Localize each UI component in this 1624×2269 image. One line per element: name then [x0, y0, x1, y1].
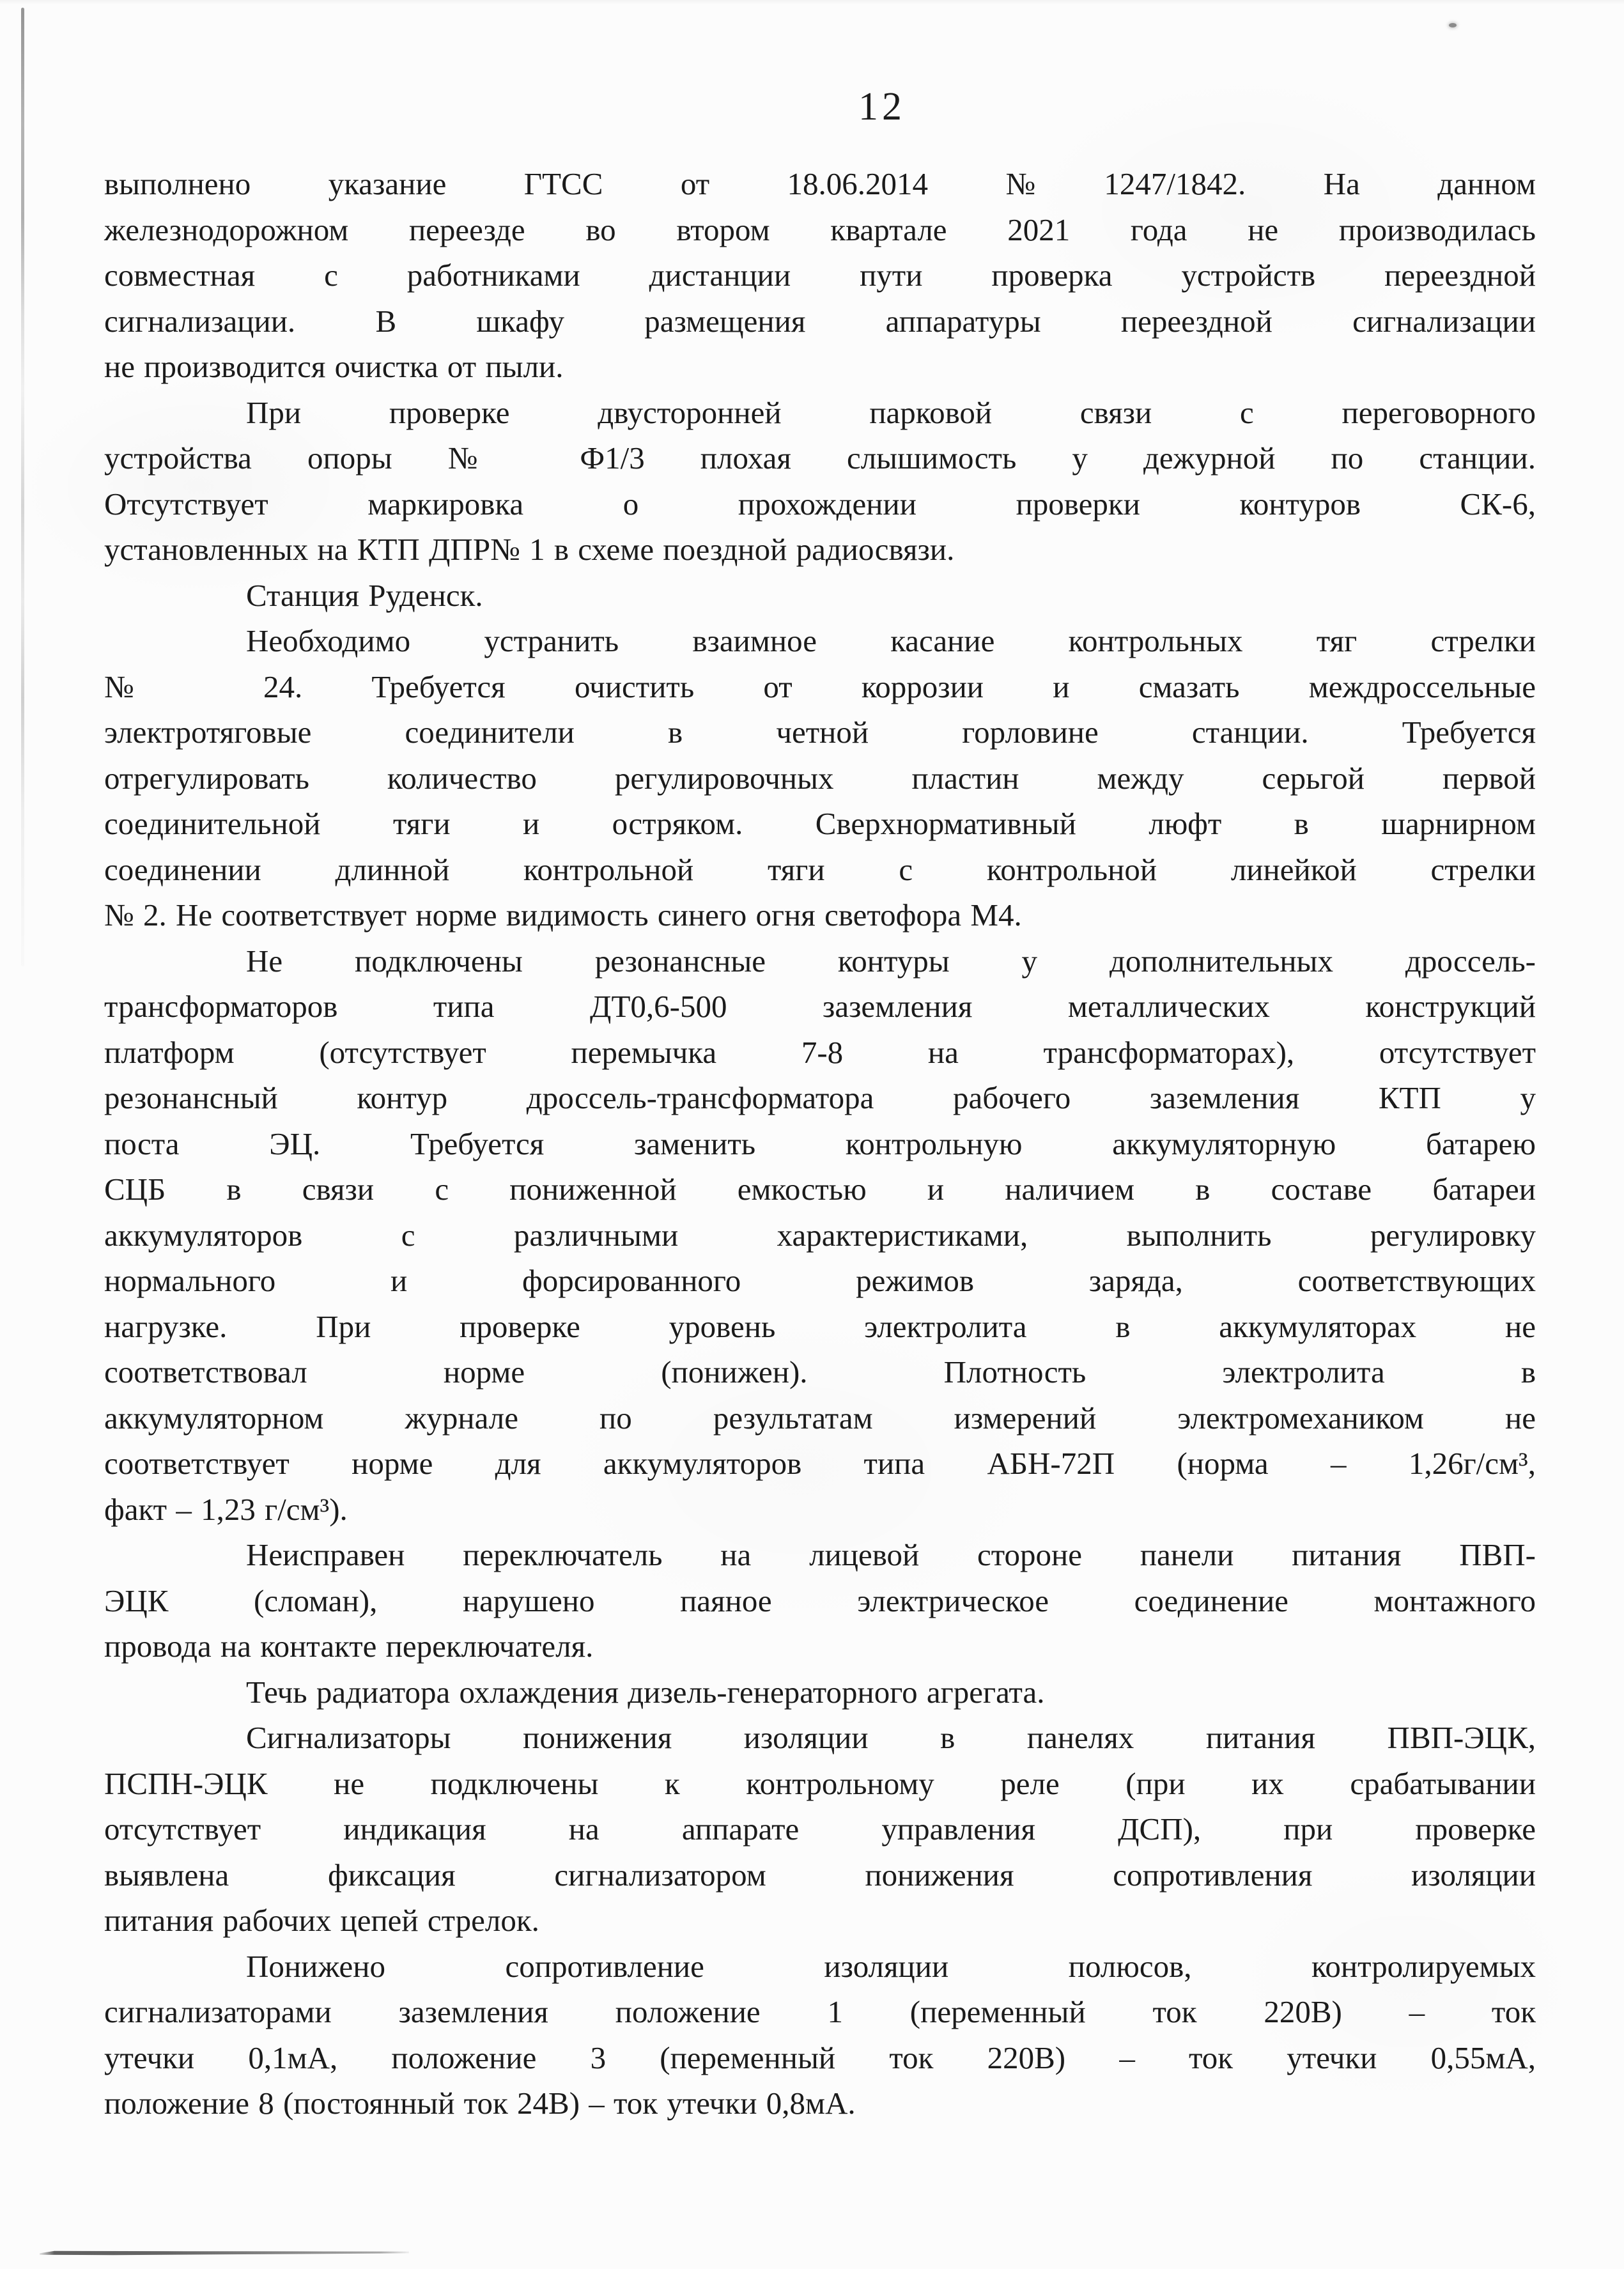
text-line: установленных на КТП ДПР№ 1 в схеме поездной радиосвязи.	[104, 532, 955, 567]
text-line: СЦБ в связи с пониженной емкостью и наличием в составе батареи	[104, 1172, 1536, 1207]
text-line: Сигнализаторы понижения изоляции в панелях питания ПВП-ЭЦК,	[246, 1720, 1536, 1755]
text-line: Станция Руденск.	[246, 577, 483, 613]
text-line: Неисправен переключатель на лицевой стороне панели питания ПВП-	[246, 1537, 1536, 1572]
text-line: соединительной тяги и остряком. Сверхнормативный люфт в шарнирном	[104, 806, 1536, 841]
text-line: Не подключены резонансные контуры у дополнительных дроссель-	[246, 943, 1536, 979]
text-line: факт – 1,23 г/см³).	[104, 1491, 348, 1527]
text-line: Течь радиатора охлаждения дизель-генераторного агрегата.	[246, 1674, 1045, 1710]
text-line: выявлена фиксация сигнализатором понижения сопротивления изоляции	[104, 1857, 1536, 1893]
text-line: устройства опоры № Ф1/3 плохая слышимость у дежурной по станции.	[104, 440, 1536, 476]
page-number: 12	[858, 85, 906, 128]
text-line: ЭЦК (сломан), нарушено паяное электрическое соединение монтажного	[104, 1583, 1536, 1618]
text-line: ПСПН-ЭЦК не подключены к контрольному реле (при их срабатывании	[104, 1765, 1536, 1801]
document-body-text	[104, 161, 1536, 2126]
text-line: соответствует норме для аккумуляторов типа АБН-72П (норма – 1,26г/см³,	[104, 1446, 1536, 1481]
text-line: отсутствует индикация на аппарате управления ДСП), при проверке	[104, 1811, 1536, 1847]
text-line: аккумуляторов с различными характеристиками, выполнить регулировку	[104, 1217, 1536, 1253]
text-line: поста ЭЦ. Требуется заменить контрольную аккумуляторную батарею	[104, 1126, 1536, 1161]
text-line: совместная с работниками дистанции пути проверка устройств переездной	[104, 258, 1536, 293]
text-line: соединении длинной контрольной тяги с контрольной линейкой стрелки	[104, 851, 1536, 887]
text-line: нагрузке. При проверке уровень электролита в аккумуляторах не	[104, 1308, 1536, 1344]
text-line: трансформаторов типа ДТ0,6-500 заземления металлических конструкций	[104, 989, 1536, 1024]
text-line: положение 8 (постоянный ток 24В) – ток утечки 0,8мА.	[104, 2086, 856, 2121]
text-line: Понижено сопротивление изоляции полюсов, контролируемых	[246, 1948, 1536, 1984]
text-line: утечки 0,1мА, положение 3 (переменный ток 220В) – ток утечки 0,55мА,	[104, 2040, 1536, 2075]
scan-edge-artifact-left	[21, 8, 24, 966]
text-line: отрегулировать количество регулировочных пластин между серьгой первой	[104, 760, 1536, 796]
text-line: Отсутствует маркировка о прохождении проверки контуров СК-6,	[104, 486, 1536, 522]
text-line: № 24. Требуется очистить от коррозии и смазать междроссельные	[104, 669, 1536, 704]
text-line: № 2. Не соответствует норме видимость синего огня светофора М4.	[104, 897, 1022, 933]
scan-artifact-bottom-line	[40, 2249, 409, 2256]
text-line: сигнализации. В шкафу размещения аппаратуры переездной сигнализации	[104, 303, 1536, 339]
text-line: не производится очистка от пыли.	[104, 349, 564, 384]
text-line: электротяговые соединители в четной горловине станции. Требуется	[104, 715, 1536, 750]
text-line: нормального и форсированного режимов заряда, соответствующих	[104, 1263, 1536, 1298]
text-line: соответствовал норме (понижен). Плотность электролита в	[104, 1354, 1536, 1390]
text-line: сигнализаторами заземления положение 1 (переменный ток 220В) – ток	[104, 1994, 1536, 2029]
text-line: резонансный контур дроссель-трансформатора рабочего заземления КТП у	[104, 1080, 1536, 1115]
text-line: провода на контакте переключателя.	[104, 1629, 594, 1664]
text-line: Необходимо устранить взаимное касание контрольных тяг стрелки	[246, 623, 1536, 658]
text-line: При проверке двусторонней парковой связи с переговорного	[246, 394, 1536, 430]
text-line: выполнено указание ГТСС от 18.06.2014 №1247/1842. На данном	[104, 166, 1536, 201]
text-line: аккумуляторном журнале по результатам измерений электромехаником не	[104, 1400, 1536, 1436]
text-line: питания рабочих цепей стрелок.	[104, 1903, 539, 1938]
text-line: платформ (отсутствует перемычка 7-8 на трансформаторах), отсутствует	[104, 1034, 1536, 1070]
text-line: железнодорожном переезде во втором квартале 2021 года не производилась	[104, 212, 1536, 247]
scan-speck-top-right	[1449, 23, 1457, 27]
